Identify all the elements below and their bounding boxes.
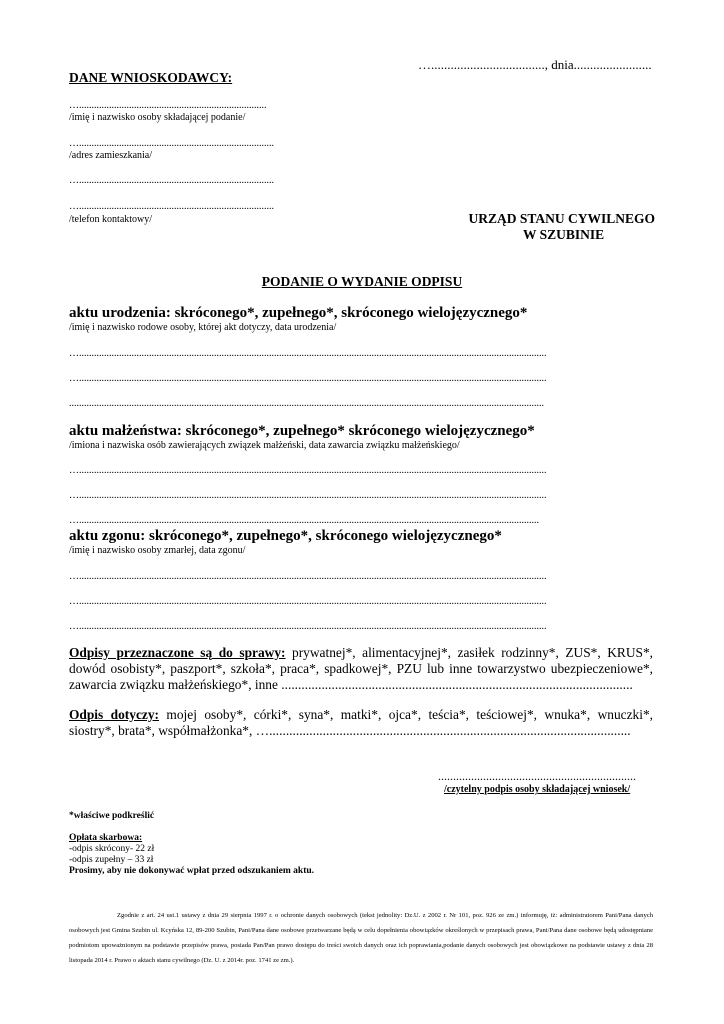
purpose-paragraph[interactable] xyxy=(69,645,653,693)
fee-heading: Opłata skarbowa: xyxy=(69,833,143,843)
payment-warning: Prosimy, aby nie dokonywać wpłat przed odszukaniem aktu. xyxy=(69,866,315,876)
purpose-options[interactable]: prywatnej*, alimentacyjnej*, zasiłek rodzinny*, ZUS*, KRUS*, dowód osobisty*, paszport*, szkoła*, praca*, spadkowej*, PZU lub inne towarzystwo ubezpieczeniowe*, zawarcia związku małżeńskiego*, inne ......................................................................................................... xyxy=(69,645,653,692)
phone-field-dots[interactable]: ….............................................................................. xyxy=(69,201,274,212)
birth-line-2[interactable]: …........................................................................................................................................................................................... xyxy=(69,373,547,384)
fee-full: -odpis zupełny – 33 zł xyxy=(69,855,154,865)
birth-line-3[interactable]: .............................................................................................................................................................................................. xyxy=(69,398,544,409)
signature-dots[interactable]: .................................................................. xyxy=(438,769,636,783)
address-field-dots-2[interactable]: ….............................................................................. xyxy=(69,175,274,186)
name-field-label: /imię i nazwisko osoby składającej podanie/ xyxy=(69,112,246,123)
marriage-line-1[interactable]: …........................................................................................................................................................................................... xyxy=(69,465,547,476)
marriage-section-hint: /imiona i nazwiska osób zawierających związek małżeński, data zawarcia związku małżeńskiego/ xyxy=(69,440,460,451)
name-field-dots[interactable]: …........................................................................... xyxy=(69,100,267,111)
marriage-section-title: aktu małżeństwa: skróconego*, zupełnego* skróconego wielojęzycznego* xyxy=(69,423,535,439)
underline-note: *właściwe podkreślić xyxy=(69,811,155,821)
address-field-dots[interactable]: ….............................................................................. xyxy=(69,138,274,149)
signature-label: /czytelny podpis osoby składającej wniosek/ xyxy=(444,784,631,795)
concerns-label: Odpis dotyczy: xyxy=(69,707,159,722)
concerns-paragraph[interactable] xyxy=(69,707,653,739)
office-name: URZĄD STANU CYWILNEGO xyxy=(468,211,655,226)
birth-section-hint: /imię i nazwisko rodowe osoby, której akt dotyczy, data urodzenia/ xyxy=(69,322,337,333)
concerns-options[interactable]: mojej osoby*, córki*, syna*, matki*, ojca*, teścia*, teściowej*, wnuka*, wnuczki*, siostry*, brata*, współmałżonka*, …............................................................................................................ xyxy=(69,707,653,738)
birth-section-title: aktu urodzenia: skróconego*, zupełnego*, skróconego wielojęzycznego* xyxy=(69,305,528,321)
birth-line-1[interactable]: …........................................................................................................................................................................................... xyxy=(69,348,547,359)
fee-short: -odpis skrócony- 22 zł xyxy=(69,844,155,854)
applicant-heading: DANE WNIOSKODAWCY: xyxy=(69,70,233,85)
marriage-line-3[interactable]: …........................................................................................................................................................................................ xyxy=(69,515,539,526)
marriage-line-2[interactable]: …........................................................................................................................................................................................... xyxy=(69,490,547,501)
date-line[interactable]: …..................................., dnia........................ xyxy=(418,57,652,72)
office-city: W SZUBINIE xyxy=(523,227,605,242)
death-line-1[interactable]: …........................................................................................................................................................................................... xyxy=(69,571,547,582)
gdpr-footer: Zgodnie z art. 24 ust.1 ustawy z dnia 29 sierpnia 1997 r. o ochronie danych osobowych (tekst jednolity: Dz.U. z 2002 r. Nr 101, poz. 926 ze zm.) informuję, iż: administratorem Pani/Pana danych osobowych jest Gmina Szubin ul. Kcyńska 12, 89-200 Szubin, Pani/Pana dane osobowe przetwarzane będą w celu dopełnienia obowiązków określonych w przepisach prawa, Pani/Pana dane osobowe będą udostępniane podmiotom upoważnionym na podstawie przepisów prawa, posiada Pan/Pan prawo dostępu do treści swoich danych oraz ich poprawiania,podanie danych osobowych jest obowiązkowe na podstawie ustawy z dnia 28 listopada 2014 r. Prawo o aktach stanu cywilnego (Dz. U. z 2014r. poz. 1741 ze zm.). xyxy=(69,912,653,964)
death-line-3[interactable]: …........................................................................................................................................................................................... xyxy=(69,621,547,632)
purpose-label: Odpisy przeznaczone są do sprawy: xyxy=(69,645,286,660)
page-title: PODANIE O WYDANIE ODPISU xyxy=(261,274,463,289)
phone-field-label: /telefon kontaktowy/ xyxy=(69,214,153,225)
death-section-title: aktu zgonu: skróconego*, zupełnego*, skróconego wielojęzycznego* xyxy=(69,528,502,544)
address-field-label: /adres zamieszkania/ xyxy=(69,150,153,161)
death-section-hint: /imię i nazwisko osoby zmarłej, data zgonu/ xyxy=(69,545,246,556)
death-line-2[interactable]: …........................................................................................................................................................................................... xyxy=(69,596,547,607)
